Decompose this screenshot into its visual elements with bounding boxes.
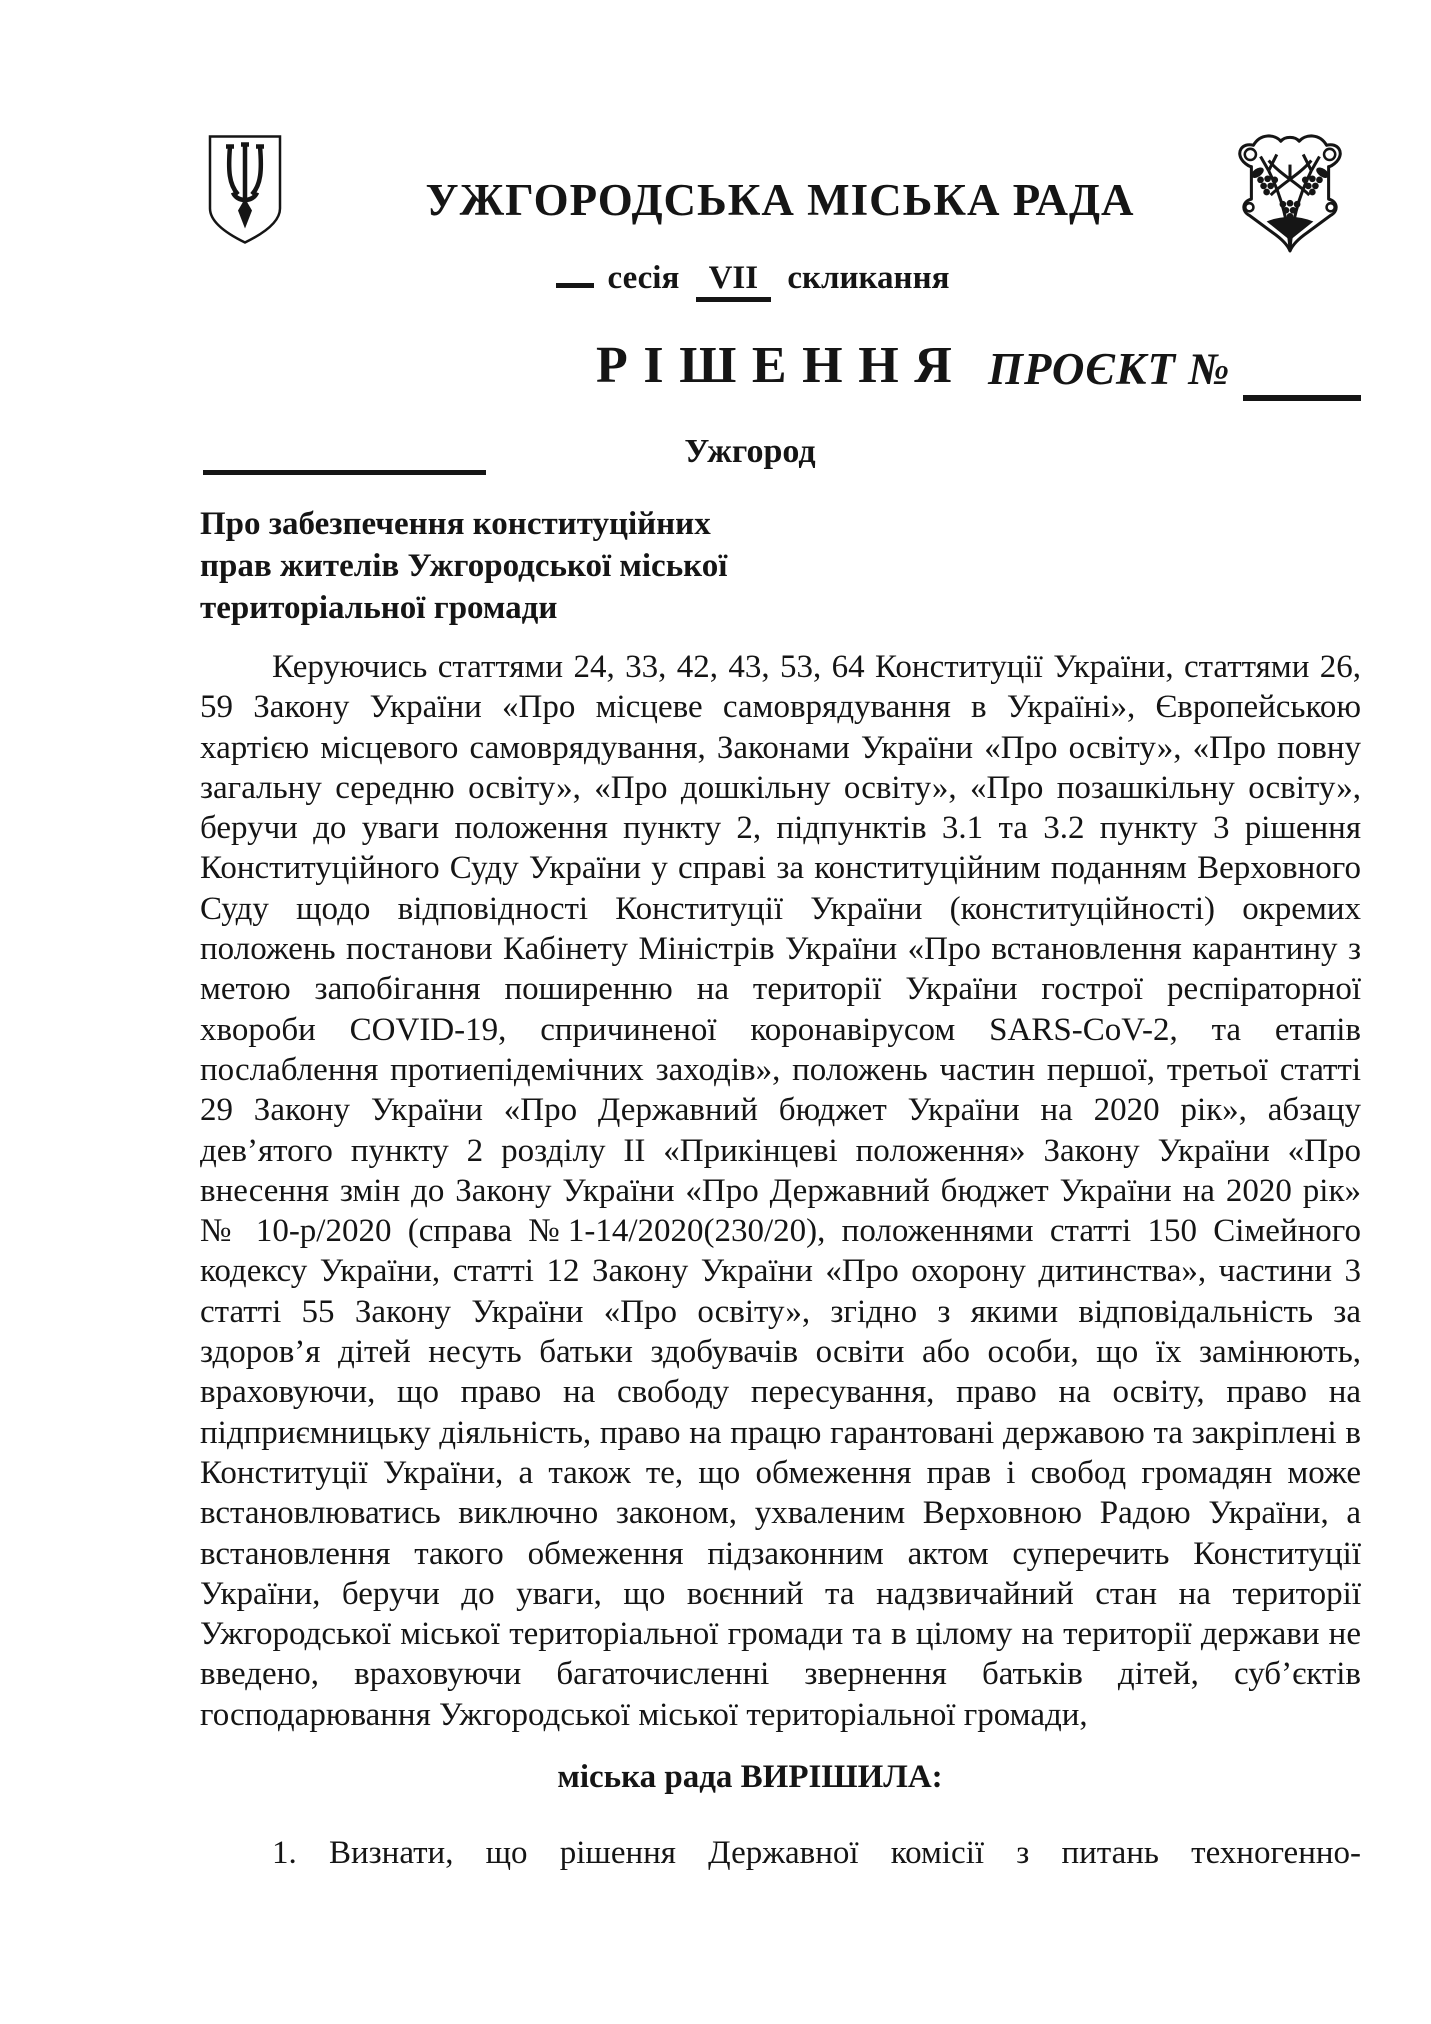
resolution-item-1 (200, 1833, 1361, 1873)
item-number: 1. (272, 1835, 297, 1872)
decision-title: РІШЕННЯ (596, 337, 968, 394)
resolution-heading: міська рада ВИРІШИЛА: (557, 1759, 943, 1796)
project-number-label: ПРОЄКТ № (988, 344, 1231, 394)
subject-line: територіальної громади (200, 590, 558, 626)
subject-line: Про забезпечення конституційних (200, 506, 711, 542)
session-line (200, 253, 1305, 302)
decision-subject (200, 503, 960, 629)
decision-title-row (200, 336, 1360, 416)
project-number-blank (1243, 336, 1361, 401)
organization-name: УЖГОРОДСЬКА МІСЬКА РАДА (425, 175, 1135, 225)
city-name: Ужгород (684, 433, 816, 470)
subject-line: прав жителів Ужгородської міської (200, 548, 728, 584)
session-word: сесія (607, 260, 680, 296)
item-text: Визнати, що рішення Державної комісії з питань техногенно- (328, 1835, 1362, 1872)
session-number-blank (556, 253, 594, 288)
uzhhorod-coat-of-arms-icon (1230, 128, 1350, 254)
convocation-number: VII (696, 260, 772, 302)
document-body (200, 647, 1361, 1873)
convocation-word: скликання (787, 260, 950, 296)
preamble-paragraph: Керуючись статтями 24, 33, 42, 43, 53, 64 Конституції України, статтями 26, 59 Закону України «Про місцеве самоврядування в Україні», Європейською хартією місцевого самоврядування, Законами України «Про освіту», «Про повну загальну середню освіту», «Про дошкільну освіту», «Про позашкільну освіту», беручи до уваги положення пункту 2, підпунктів 3.1 та 3.2 пункту 3 рішення Конституційного Суду України у справі за конституційним поданням Верховного Суду щодо відповідності Конституції України (конституційності) окремих положень постанови Кабінету Міністрів України «Про встановлення карантину з метою запобігання поширенню на території України гострої респіраторної хвороби COVID-19, спричиненої коронавірусом SARS-CoV-2, та етапів послаблення протиепідемічних заходів», положень частин першої, третьої статті 29 Закону України «Про Державний бюджет України на 2020 рік», абзацу дев’ятого пункту 2 розділу ІІ «Прикінцеві положення» Закону України «Про внесення змін до Закону України «Про Державний бюджет України на 2020 рік» № 10-р/2020 (справа №1-14/2020(230/20), положеннями статті 150 Сімейного кодексу України, статті 12 Закону України «Про охорону дитинства», частини 3 статті 55 Закону України «Про освіту», згідно з якими відповідальність за здоров’я дітей несуть батьки здобувачів освіти або особи, що їх замінюють, враховуючи, що право на свободу пересування, право на освіту, право на підприємницьку діяльність, право на працю гарантовані державою та закріплені в Конституції України, а також те, що обмеження прав і свобод громадян може встановлюватись виключно законом, ухваленим Верховною Радою України, а встановлення такого обмеження підзаконним актом суперечить Конституції України, беручи до уваги, що воєнний та надзвичайний стан на території Ужгородської міської територіальної громади та в цілому на території держави не введено, враховуючи багаточисленні звернення батьків дітей, суб’єктів господарювання Ужгородської міської територіальної громади, (200, 649, 1361, 1733)
date-city-row (200, 430, 1360, 476)
